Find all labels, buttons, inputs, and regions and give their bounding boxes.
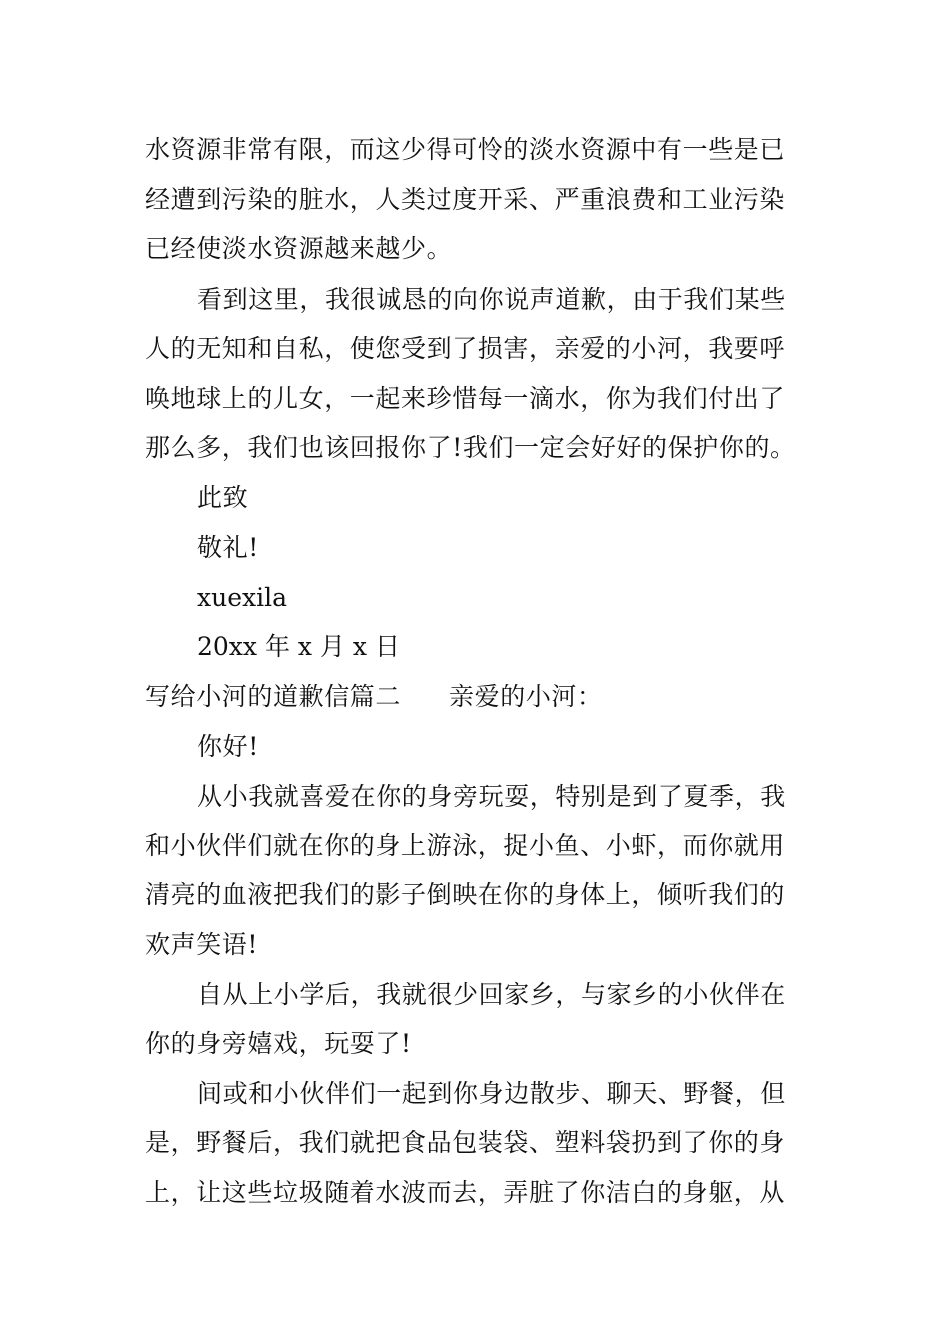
paragraph-2-line-2: 人的无知和自私，使您受到了损害，亲爱的小河，我要呼 [145, 334, 786, 363]
section-two-recipient: 亲爱的小河： [449, 682, 603, 711]
paragraph-5-line-3: 上，让这些垃圾随着水波而去，弄脏了你洁白的身躯，从 [145, 1178, 786, 1207]
paragraph-3-line-1: 从小我就喜爱在你的身旁玩耍，特别是到了夏季，我 [197, 782, 786, 811]
paragraph-2-line-4: 那么多，我们也该回报你了!我们一定会好好的保护你的。 [145, 433, 796, 462]
closing-salutation: 此致 [197, 483, 249, 512]
closing-respect: 敬礼! [197, 533, 259, 562]
paragraph-5-line-2: 是，野餐后，我们就把食品包装袋、塑料袋扔到了你的身 [145, 1128, 786, 1157]
paragraph-1-line-2: 经遭到污染的脏水，人类过度开采、严重浪费和工业污染 [145, 185, 786, 214]
paragraph-5-line-1: 间或和小伙伴们一起到你身边散步、聊天、野餐，但 [197, 1079, 786, 1108]
paragraph-3-line-3: 清亮的血液把我们的影子倒映在你的身体上，倾听我们的 [145, 880, 786, 909]
paragraph-1-line-3: 已经使淡水资源越来越少。 [145, 234, 453, 263]
paragraph-1-line-1: 水资源非常有限，而这少得可怜的淡水资源中有一些是已 [145, 135, 786, 164]
greeting: 你好! [197, 732, 259, 761]
paragraph-2-line-1: 看到这里，我很诚恳的向你说声道歉，由于我们某些 [197, 285, 786, 314]
section-two-title: 写给小河的道歉信篇二 [145, 682, 402, 711]
paragraph-4-line-2: 你的身旁嬉戏，玩耍了! [145, 1029, 412, 1058]
paragraph-4-line-1: 自从上小学后，我就很少回家乡，与家乡的小伙伴在 [197, 980, 786, 1009]
section-two-heading [145, 677, 807, 717]
paragraph-3-line-4: 欢声笑语! [145, 930, 259, 959]
signature: xuexila [197, 583, 287, 612]
paragraph-3-line-2: 和小伙伴们就在你的身上游泳，捉小鱼、小虾，而你就用 [145, 831, 786, 860]
paragraph-2-line-3: 唤地球上的儿女，一起来珍惜每一滴水，你为我们付出了 [145, 384, 786, 413]
letter-date: 20xx 年 x 月 x 日 [197, 632, 400, 661]
